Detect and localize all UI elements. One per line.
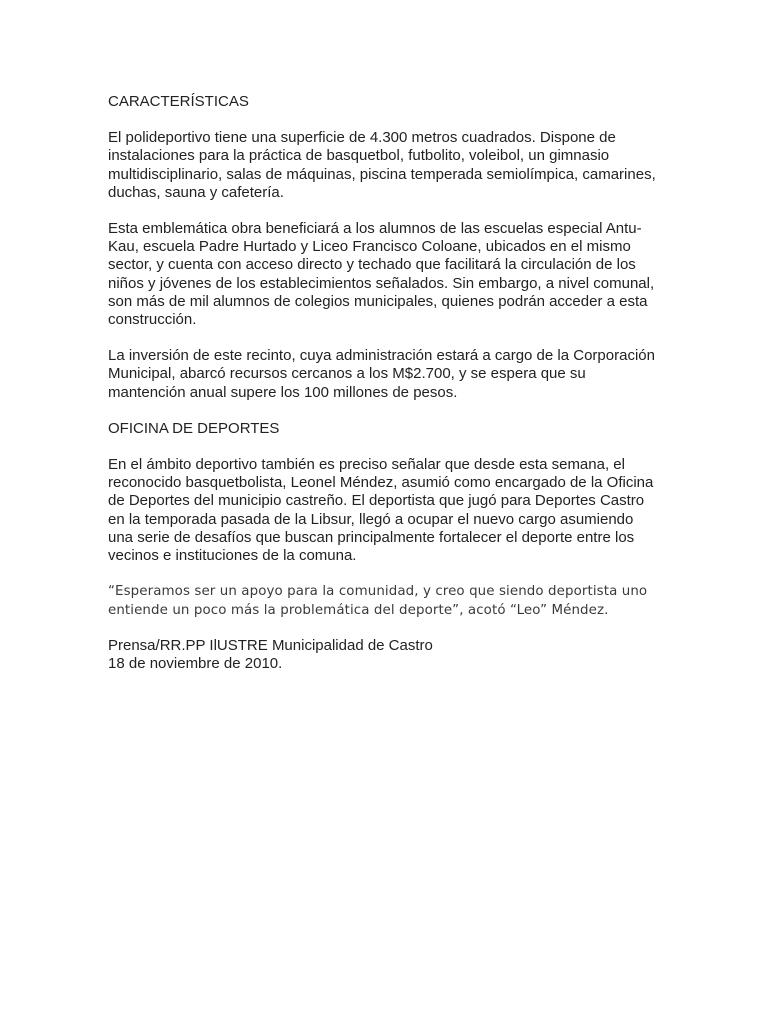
text-line: vecinos e instituciones de la comuna. (108, 547, 357, 565)
text-line: en la temporada pasada de la Libsur, llegó a ocupar el nuevo cargo asumiendo (108, 510, 634, 528)
paragraph-polideportivo (108, 129, 668, 202)
text-line: niños y jóvenes de los establecimientos señalados. Sin embargo, a nivel comunal, (108, 274, 655, 292)
text-line: reconocido basquetbolista, Leonel Méndez, asumió como encargado de la Oficina (108, 474, 654, 492)
text-line: sector, y cuenta con acceso directo y techado que facilitará la circulación de los (108, 256, 636, 274)
paragraph-oficina (108, 456, 668, 565)
text-line: una serie de desafíos que buscan principalmente fortalecer el deporte entre los (108, 528, 635, 546)
text-line: En el ámbito deportivo también es preciso señalar que desde esta semana, el (108, 456, 625, 474)
text-line: mantención anual supere los 100 millones de pesos. (108, 383, 458, 401)
text-line: La inversión de este recinto, cuya administración estará a cargo de la Corporación (108, 347, 655, 365)
text-line: Municipal, abarcó recursos cercanos a los M$2.700, y se espera que su (108, 365, 586, 383)
text-line: multidisciplinario, salas de máquinas, piscina temperada semiolímpica, camarines, (108, 165, 656, 183)
paragraph-beneficio (108, 220, 668, 329)
text-line: El polideportivo tiene una superficie de 4.300 metros cuadrados. Dispone de (108, 129, 616, 147)
text-line: construcción. (108, 311, 197, 329)
text-line: Kau, escuela Padre Hurtado y Liceo Francisco Coloane, ubicados en el mismo (108, 238, 631, 256)
signature-source: Prensa/RR.PP IlUSTRE Municipalidad de Castro (108, 637, 433, 655)
quote-line: entiende un poco más la problemática del deporte”, acotó “Leo” Méndez. (108, 602, 609, 618)
quote-line: “Esperamos ser un apoyo para la comunidad, y creo que siendo deportista uno (108, 584, 648, 600)
text-line: duchas, sauna y cafetería. (108, 183, 284, 201)
text-line: instalaciones para la práctica de basquetbol, futbolito, voleibol, un gimnasio (108, 147, 610, 165)
signature-date: 18 de noviembre de 2010. (108, 655, 283, 673)
text-line: Esta emblemática obra beneficiará a los alumnos de las escuelas especial Antu- (108, 220, 642, 238)
document-body (108, 93, 668, 692)
heading-oficina-deportes: OFICINA DE DEPORTES (108, 419, 280, 437)
quote-leo-mendez (108, 583, 668, 620)
text-line: de Deportes del municipio castreño. El deportista que jugó para Deportes Castro (108, 492, 645, 510)
paragraph-inversion (108, 347, 668, 402)
heading-caracteristicas: CARACTERÍSTICAS (108, 93, 249, 110)
signature (108, 637, 668, 673)
text-line: son más de mil alumnos de colegios municipales, quienes podrán acceder a esta (108, 292, 648, 310)
